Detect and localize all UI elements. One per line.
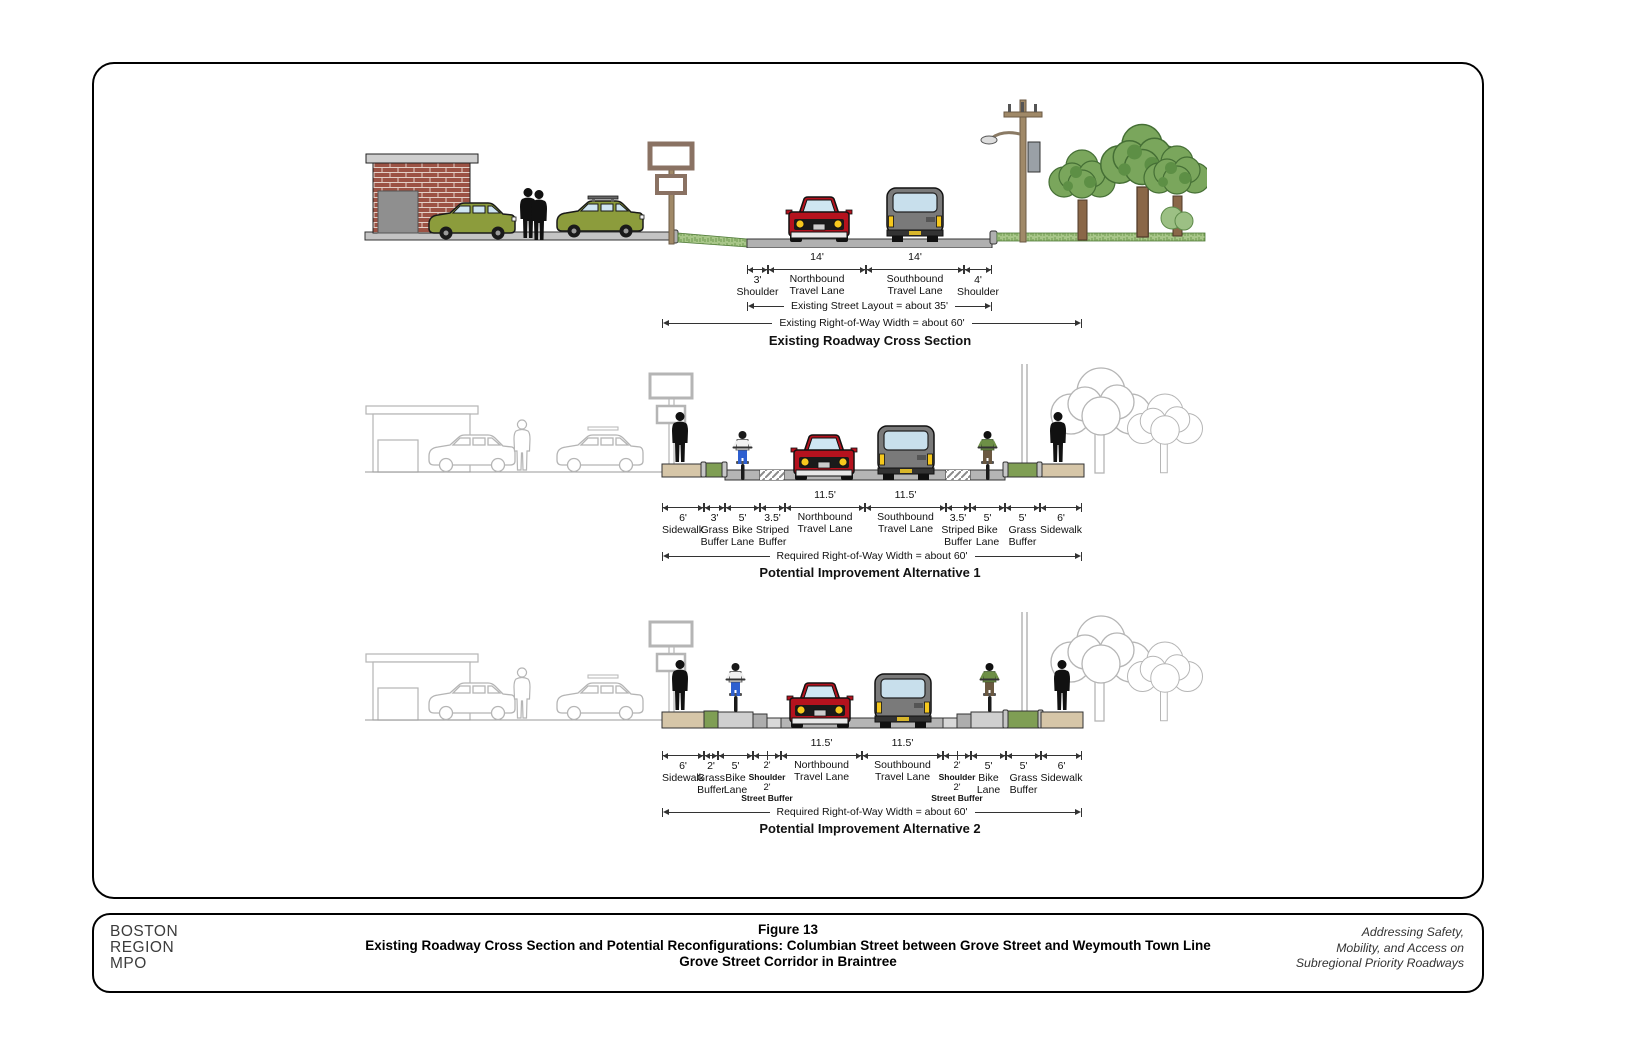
street-buffer bbox=[957, 714, 971, 728]
dimension-arrow bbox=[753, 751, 781, 760]
curb bbox=[990, 231, 997, 244]
measure-label: Grass Buffer bbox=[1008, 523, 1037, 548]
measure-label: Shoulder bbox=[938, 771, 976, 782]
red-car bbox=[787, 683, 853, 728]
measure-col bbox=[718, 738, 753, 796]
measure-dim: 4' bbox=[974, 274, 982, 286]
utility-pole bbox=[981, 100, 1042, 242]
background-outline bbox=[365, 364, 1203, 474]
sidewalk bbox=[662, 712, 704, 728]
tagline-line: Mobility, and Access on bbox=[1336, 940, 1464, 955]
gray-van bbox=[887, 188, 943, 242]
street-layout-text: Existing Street Layout = about 35' bbox=[791, 300, 948, 312]
alternative-2-drawing bbox=[362, 612, 1207, 734]
background-outline bbox=[365, 612, 1203, 722]
report-tagline bbox=[1296, 925, 1464, 972]
measure-label: Northbound Travel Lane bbox=[797, 511, 853, 535]
measure-col bbox=[755, 490, 790, 548]
measure-dim: 5' bbox=[731, 760, 740, 772]
grass-buffer bbox=[1005, 463, 1040, 477]
existing-cross-section-drawing bbox=[362, 90, 1207, 248]
measure-dim: 14' bbox=[908, 251, 922, 263]
measure-col bbox=[941, 490, 975, 548]
street-buffer bbox=[753, 714, 767, 728]
measure-label: Grass Buffer bbox=[696, 771, 725, 796]
gray-van bbox=[878, 426, 934, 480]
measure-col-combo bbox=[931, 738, 983, 804]
measure-label: Northbound Travel Lane bbox=[793, 759, 850, 783]
measure-col bbox=[866, 252, 964, 298]
shoulder bbox=[767, 718, 781, 728]
row-width-span bbox=[662, 317, 1082, 329]
sidewalk bbox=[662, 464, 704, 477]
measure-dim: 2' bbox=[707, 760, 715, 772]
shrub bbox=[1161, 207, 1193, 230]
measure-dim: 3.5' bbox=[949, 512, 967, 524]
org-line: BOSTON bbox=[110, 923, 179, 940]
sidewalk bbox=[1042, 464, 1084, 477]
measure-col bbox=[785, 490, 865, 536]
cyclist bbox=[980, 663, 1000, 712]
measure-dim: 3' bbox=[753, 274, 762, 286]
measure-col bbox=[862, 738, 943, 784]
figure-number: Figure 13 bbox=[757, 922, 819, 937]
measure-label: Bike Lane bbox=[976, 771, 1001, 796]
measure-label: Sidewalk bbox=[661, 523, 705, 536]
curb bbox=[1037, 462, 1042, 477]
measure-label: Street Buffer bbox=[741, 793, 793, 804]
curb bbox=[701, 462, 706, 477]
measure-label: Shoulder bbox=[748, 771, 786, 782]
measure-dim: 14' bbox=[810, 251, 824, 263]
alt1-measurements bbox=[662, 490, 1082, 548]
measure-dim: 2' bbox=[763, 760, 771, 771]
measure-col bbox=[1040, 490, 1082, 537]
measure-dim: 6' bbox=[679, 760, 687, 772]
dimension-arrow bbox=[964, 265, 992, 274]
measure-dim: 5' bbox=[983, 512, 992, 524]
row-width-text: Required Right-of-Way Width = about 60' bbox=[776, 806, 968, 818]
footer bbox=[92, 913, 1484, 993]
tagline-line: Subregional Priority Roadways bbox=[1295, 956, 1464, 970]
tagline-line: Addressing Safety, bbox=[1361, 925, 1464, 939]
section-title-existing: Existing Roadway Cross Section bbox=[768, 333, 972, 348]
existing-measurements bbox=[736, 251, 1000, 299]
measure-dim: 5' bbox=[1019, 760, 1028, 772]
street-layout-span bbox=[747, 300, 992, 312]
curb bbox=[1003, 710, 1008, 728]
measure-col bbox=[700, 490, 729, 548]
measure-label: Shoulder bbox=[956, 285, 1000, 298]
measure-label: Grass Buffer bbox=[700, 523, 729, 548]
measure-dim: 5' bbox=[738, 512, 747, 524]
figure-subtitle: Grove Street Corridor in Braintree bbox=[679, 954, 897, 969]
measure-col-combo bbox=[741, 738, 793, 804]
measure-dim: 6' bbox=[679, 512, 687, 524]
row-width-text: Existing Right-of-Way Width = about 60' bbox=[779, 317, 965, 329]
measure-label: Bike Lane bbox=[975, 523, 1000, 548]
measure-label: Sidewalk bbox=[1039, 523, 1083, 536]
measure-label: Grass Buffer bbox=[1009, 771, 1038, 796]
measure-col bbox=[1006, 738, 1041, 796]
measure-label: Striped Buffer bbox=[755, 523, 790, 548]
measure-col bbox=[1005, 490, 1040, 548]
measure-label: Southbound Travel Lane bbox=[877, 511, 934, 535]
shoulder bbox=[943, 718, 957, 728]
measure-dim: 2' bbox=[953, 760, 961, 771]
measure-label: Bike Lane bbox=[723, 771, 748, 796]
measure-col bbox=[736, 252, 779, 299]
measure-label: Southbound Travel Lane bbox=[874, 759, 931, 783]
grass-slope bbox=[678, 233, 747, 247]
measure-dim: 2' bbox=[763, 781, 771, 793]
curb bbox=[722, 462, 727, 477]
measure-col bbox=[865, 490, 946, 536]
gray-van bbox=[875, 674, 931, 728]
measure-label: Northbound Travel Lane bbox=[789, 273, 845, 297]
street-sign bbox=[650, 144, 692, 244]
raised-bike-lane bbox=[971, 712, 1006, 728]
figure-title: Existing Roadway Cross Section and Potential Reconfigurations: Columbian Street between Grove Street and Weymouth Town Line bbox=[365, 938, 1211, 953]
measure-col bbox=[768, 252, 866, 298]
red-car bbox=[791, 435, 857, 480]
parked-car-roof-rack bbox=[557, 196, 644, 238]
cyclist bbox=[726, 663, 746, 712]
measure-col bbox=[696, 738, 725, 796]
dimension-arrow bbox=[866, 265, 964, 274]
measure-dim: 5' bbox=[1018, 512, 1027, 524]
alt2-measurements bbox=[662, 738, 1082, 804]
org-line: REGION bbox=[110, 939, 175, 956]
figure-canvas bbox=[92, 62, 1484, 899]
measure-col bbox=[971, 738, 1006, 796]
measure-label: Shoulder bbox=[736, 285, 779, 298]
measure-dim: 6' bbox=[1057, 760, 1066, 772]
measure-label: Bike Lane bbox=[730, 523, 755, 548]
curb bbox=[1003, 462, 1008, 477]
measure-col bbox=[970, 490, 1005, 548]
dimension-arrow bbox=[747, 265, 768, 274]
section-title-alt2: Potential Improvement Alternative 2 bbox=[759, 821, 981, 836]
alternative-1-drawing bbox=[362, 364, 1207, 486]
measure-dim: 2' bbox=[953, 781, 961, 793]
measure-label: Street Buffer bbox=[931, 793, 983, 804]
measure-dim: 5' bbox=[984, 760, 993, 772]
grass-buffer bbox=[704, 711, 718, 728]
measure-dim: 6' bbox=[1057, 512, 1065, 524]
striped-buffer-hatch bbox=[760, 470, 784, 480]
section-title-alt1: Potential Improvement Alternative 1 bbox=[759, 565, 981, 580]
row-width-span bbox=[662, 806, 1082, 818]
striped-buffer-hatch bbox=[946, 470, 970, 480]
row-width-span bbox=[662, 550, 1082, 562]
measure-dim: 11.5' bbox=[891, 737, 914, 749]
measure-dim: 11.5' bbox=[810, 737, 833, 749]
raised-bike-lane bbox=[718, 712, 753, 728]
org-line: MPO bbox=[110, 955, 147, 972]
dimension-arrow bbox=[768, 265, 866, 274]
measure-label: Sidewalk bbox=[661, 771, 705, 784]
measure-col bbox=[1041, 738, 1082, 785]
red-car bbox=[786, 197, 852, 242]
grass-buffer bbox=[1006, 711, 1041, 728]
measure-dim: 3' bbox=[710, 512, 719, 524]
measure-col bbox=[956, 252, 1000, 299]
measure-dim: 11.5' bbox=[894, 489, 917, 501]
sidewalk bbox=[1041, 712, 1083, 728]
measure-label: Sidewalk bbox=[1040, 771, 1083, 784]
row-width-text: Required Right-of-Way Width = about 60' bbox=[776, 550, 968, 562]
measure-dim: 3.5' bbox=[764, 512, 781, 524]
measure-col bbox=[781, 738, 862, 784]
measure-label: Southbound Travel Lane bbox=[886, 273, 944, 297]
measure-dim: 11.5' bbox=[814, 489, 836, 501]
measure-label: Striped Buffer bbox=[941, 523, 975, 548]
roadway bbox=[747, 239, 992, 248]
dimension-arrow bbox=[943, 751, 971, 760]
figure-caption bbox=[94, 922, 1482, 970]
